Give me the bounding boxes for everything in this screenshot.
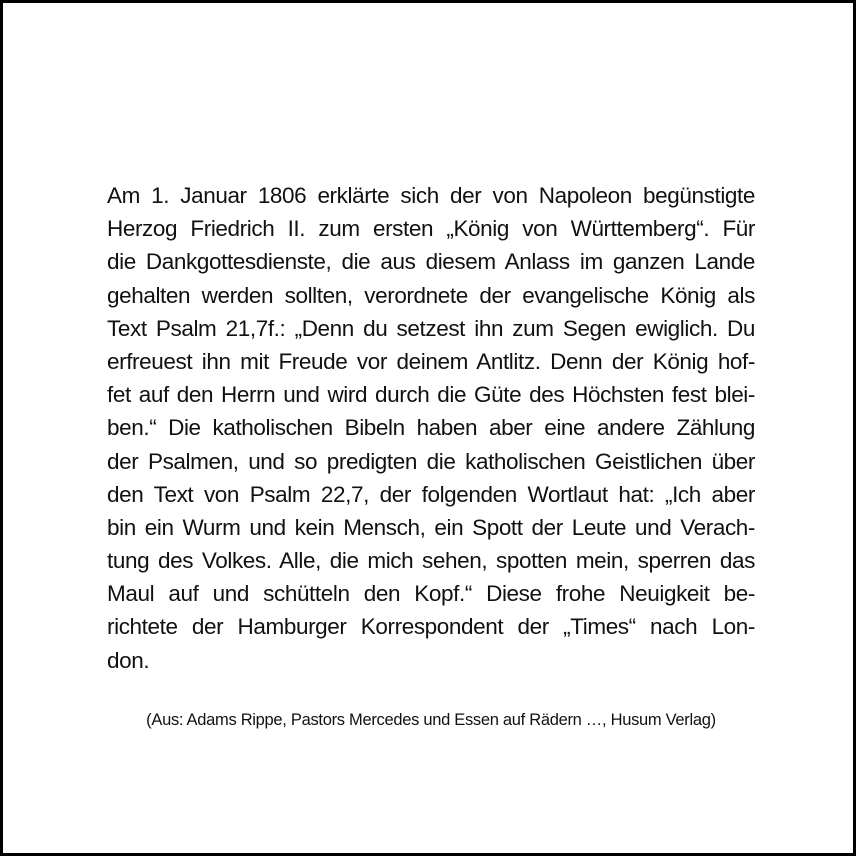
paragraph-line: don. — [107, 647, 150, 673]
paragraph-line: Text Psalm 21,7f.: „Denn du setzest ihn zum Segen ewiglich. Du — [107, 315, 755, 341]
paragraph-line: die Dankgottesdienste, die aus diesem Anlass im ganzen Lande — [107, 249, 755, 275]
paragraph-line: der Psalmen, und so predigten die katholischen Geistlichen über — [107, 448, 755, 474]
paragraph-line: gehalten werden sollten, verordnete der evangelische König als — [107, 282, 755, 308]
paragraph-line: richtete der Hamburger Korrespondent der „Times“ nach Lon- — [107, 614, 755, 640]
body-paragraph — [107, 179, 755, 677]
paragraph-line: tung des Volkes. Alle, die mich sehen, spotten mein, sperren das — [107, 548, 755, 574]
paragraph-line: ben.“ Die katholischen Bibeln haben aber eine andere Zählung — [107, 415, 755, 441]
paragraph-line: fet auf den Herrn und wird durch die Güte des Höchsten fest blei- — [107, 382, 755, 408]
paragraph-line: Maul auf und schütteln den Kopf.“ Diese frohe Neuigkeit be- — [107, 581, 755, 607]
paragraph-line: bin ein Wurm und kein Mensch, ein Spott der Leute und Verach- — [107, 514, 755, 540]
source-citation: (Aus: Adams Rippe, Pastors Mercedes und Essen auf Rädern …, Husum Verlag) — [146, 711, 716, 729]
paragraph-line: Am 1. Januar 1806 erklärte sich der von Napoleon begünstigte — [107, 183, 755, 208]
paragraph-line: Herzog Friedrich II. zum ersten „König von Württemberg“. Für — [107, 216, 755, 242]
paragraph-line: den Text von Psalm 22,7, der folgenden Wortlaut hat: „Ich aber — [107, 481, 755, 507]
paragraph-line: erfreuest ihn mit Freude vor deinem Antlitz. Denn der König hof- — [107, 348, 755, 374]
